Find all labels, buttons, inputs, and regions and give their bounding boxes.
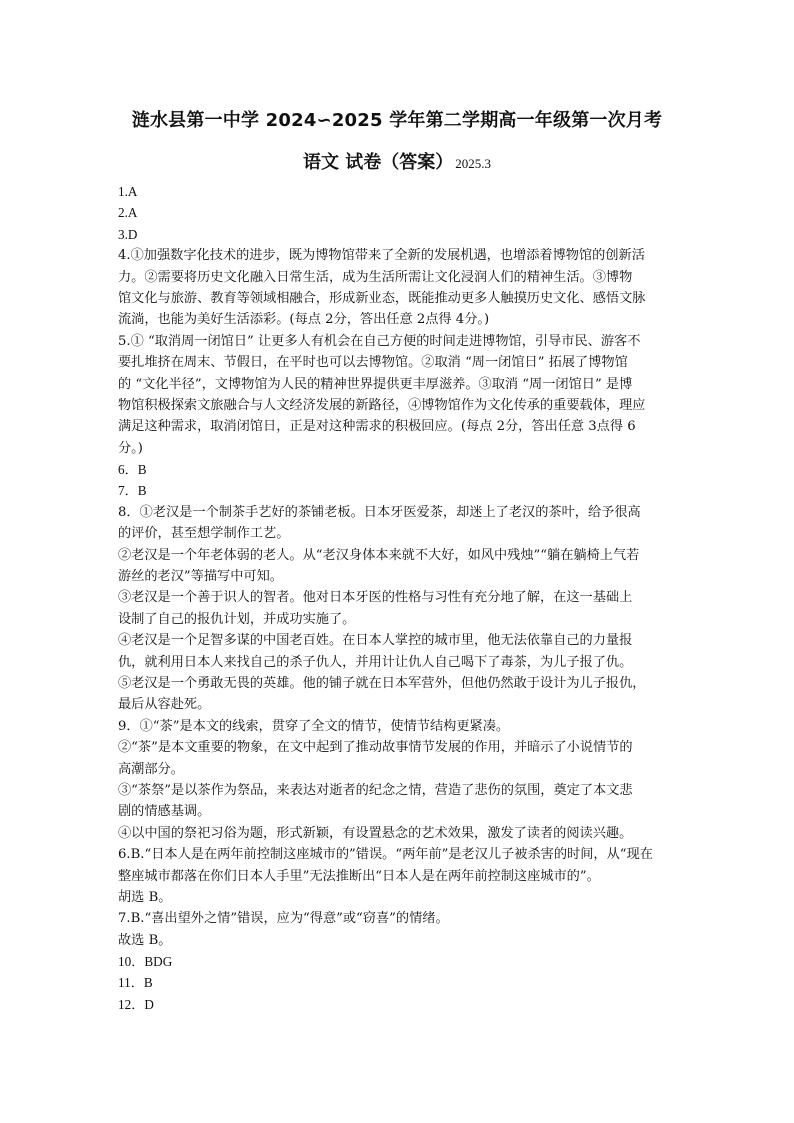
- answer-line: 7.B.“喜出望外之情”错误，应为“得意”或“窃喜”的情绪。: [118, 911, 449, 927]
- answer-line: 4.①加强数字化技术的进步，既为博物馆带来了全新的发展机遇，也增添着博物馆的创新活: [118, 248, 645, 264]
- answer-content: [118, 181, 678, 1015]
- answer-line: 11．B: [118, 975, 153, 991]
- answer-line: 流淌，也能为美好生活添彩。(每点 2分，答出任意 2点得 4分。): [118, 312, 490, 328]
- answer-line: 的评价，甚至想学制作工艺。: [118, 526, 290, 542]
- answer-line: 5.① “取消周一闭馆日” 让更多人有机会在自己方便的时间走进博物馆，引导市民、游客不: [118, 333, 641, 349]
- exam-date: 2025.3: [455, 156, 492, 171]
- answer-line: ②老汉是一个年老体弱的老人。从“老汉身体本来就不大好，如风中残烛”“躺在躺椅上气若: [118, 547, 640, 563]
- answer-line: ③“茶祭”是以茶作为祭品，来表达对逝者的纪念之情，营造了悲伤的氛围，奠定了本文悲: [118, 782, 633, 798]
- answer-line: ④以中国的祭祀习俗为题，形式新颖，有设置悬念的艺术效果，激发了读者的阅读兴趣。: [118, 825, 633, 841]
- answer-line: ③老汉是一个善于识人的智者。他对日本牙医的性格与习性有充分地了解，在这一基础上: [118, 590, 633, 606]
- answer-line: 8．①老汉是一个制茶手艺好的茶铺老板。日本牙医爱茶，却迷上了老汉的茶叶，给予很高: [118, 504, 641, 520]
- answer-line: 故选 B。: [118, 932, 172, 948]
- answer-line: 游丝的老汉”等描写中可知。: [118, 569, 283, 585]
- answer-line: 的 “文化半径”，文博物馆为人民的精神世界提供更丰厚滋养。③取消 “周一闭馆日” 是博: [118, 376, 633, 392]
- answer-line: 高潮部分。: [118, 761, 184, 777]
- answer-line: ②“茶”是本文重要的物象，在文中起到了推动故事情节发展的作用，并暗示了小说情节的: [118, 740, 633, 756]
- exam-subtitle: [0, 148, 794, 174]
- answer-line: 12．D: [118, 996, 154, 1012]
- answer-line: 9．①“茶”是本文的线索，贯穿了全文的情节，使情节结构更紧凑。: [118, 718, 510, 734]
- answer-line: 剧的情感基调。: [118, 804, 211, 820]
- answer-line: 仇，就利用日本人来找自己的杀子仇人，并用计让仇人自己喝下了毒茶，为儿子报了仇。: [118, 654, 633, 670]
- answer-line: 10．BDG: [118, 954, 173, 970]
- answer-line: 馆文化与旅游、教育等领域相融合，形成新业态，既能推动更多人触摸历史文化、感悟文脉: [118, 290, 646, 306]
- answer-line: 2.A: [118, 205, 138, 221]
- answer-line: 7．B: [118, 483, 147, 499]
- subtitle-text: 语文 试卷（答案）: [302, 152, 454, 173]
- answer-line: 分。): [118, 440, 143, 456]
- answer-line: 设制了自己的报仇计划，并成功实施了。: [118, 611, 356, 627]
- answer-line: ⑤老汉是一个勇敢无畏的英雄。他的铺子就在日本军营外，但他仍然敢于设计为儿子报仇，: [118, 675, 646, 691]
- answer-line: 物馆积极探索文旅融合与人文经济发展的新路径，④博物馆作为文化传承的重要载体，理应: [118, 397, 646, 413]
- answer-line: ④老汉是一个足智多谋的中国老百姓。在日本人掌控的城市里，他无法依靠自己的力量报: [118, 633, 633, 649]
- answer-line: 满足这种需求，取消闭馆日，正是对这种需求的积极回应。(每点 2分，答出任意 3点得 6: [118, 419, 636, 435]
- answer-line: 1.A: [118, 184, 138, 199]
- answer-line: 6.B.“日本人是在两年前控制这座城市的”错误。“两年前”是老汉儿子被杀害的时间，从“现在: [118, 847, 653, 863]
- answer-line: 6．B: [118, 462, 147, 478]
- answer-line: 最后从容赴死。: [118, 697, 211, 713]
- answer-line: 要扎堆挤在周末、节假日，在平时也可以去博物馆。②取消 “周一闭馆日” 拓展了博物馆: [118, 355, 628, 371]
- exam-title: 涟水县第一中学 2024∽2025 学年第二学期高一年级第一次月考: [131, 110, 663, 131]
- answer-line: 力。②需要将历史文化融入日常生活，成为生活所需让文化浸润人们的精神生活。③博物: [118, 269, 633, 285]
- answer-line: 胡选 B。: [118, 889, 172, 905]
- answer-line: 整座城市都落在你们日本人手里”无法推断出“日本人是在两年前控制这座城市的”。: [118, 868, 600, 884]
- answer-line: 3.D: [118, 226, 138, 242]
